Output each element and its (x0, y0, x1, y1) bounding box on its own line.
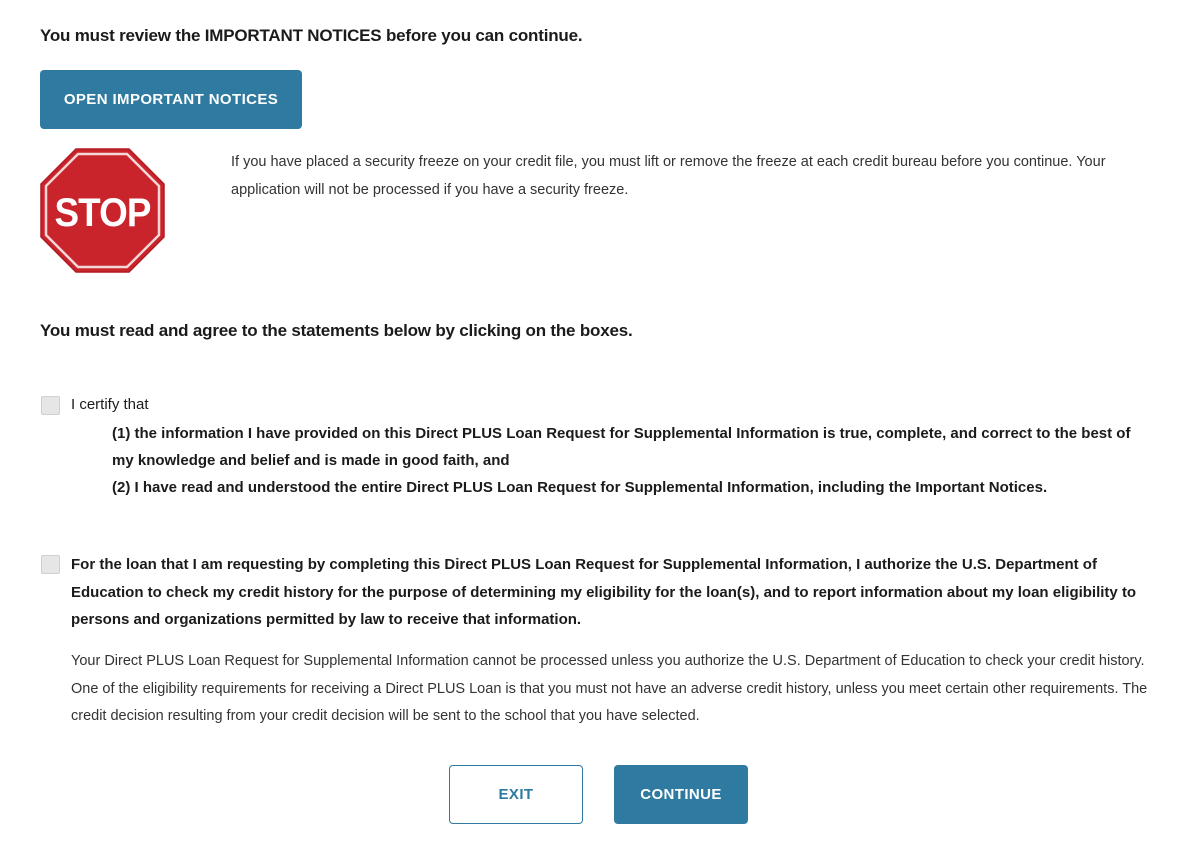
security-freeze-notice: If you have placed a security freeze on your credit file, you must lift or remove the freeze at each credit bureau before you continue. Your application will not be processed if you have a security freeze. (231, 154, 1106, 198)
credit-check-explanation: Your Direct PLUS Loan Request for Supplemental Information cannot be processed unless you authorize the U.S. Department of Education to check your credit history. One of the eligibility requirements for receiving a Direct PLUS Loan is that you must not have an adverse credit history, unless you meet certain other requirements. The credit decision resulting from your credit decision will be sent to the school that you have selected. (71, 653, 1148, 724)
continue-button[interactable]: CONTINUE (614, 765, 748, 824)
certify-statement-1: (1) the information I have provided on this Direct PLUS Loan Request for Supplemental Information is true, complete, and correct to the best of my knowledge and belief and is made in good faith, and (112, 425, 1131, 469)
certify-checkbox[interactable] (41, 396, 60, 415)
exit-button[interactable]: EXIT (449, 765, 583, 824)
review-notices-heading: You must review the IMPORTANT NOTICES before you can continue. (40, 26, 583, 45)
certify-statements (112, 420, 1152, 501)
authorize-credit-check-label: For the loan that I am requesting by completing this Direct PLUS Loan Request for Supplemental Information, I authorize the U.S. Department of Education to check my credit history for the purpose of determining my eligibility for the loan(s), and to report information about my loan eligibility to persons and organizations permitted by law to receive that information. (71, 556, 1137, 628)
stop-sign-icon (39, 147, 166, 274)
agreement-heading: You must read and agree to the statements below by clicking on the boxes. (40, 321, 633, 340)
stop-sign-text: STOP (54, 191, 151, 235)
certify-label: I certify that (71, 396, 149, 413)
certify-statement-2: (2) I have read and understood the entire Direct PLUS Loan Request for Supplemental Information, including the Important Notices. (112, 479, 1048, 496)
open-important-notices-button[interactable]: OPEN IMPORTANT NOTICES (40, 70, 302, 129)
authorize-credit-check-checkbox[interactable] (41, 555, 60, 574)
